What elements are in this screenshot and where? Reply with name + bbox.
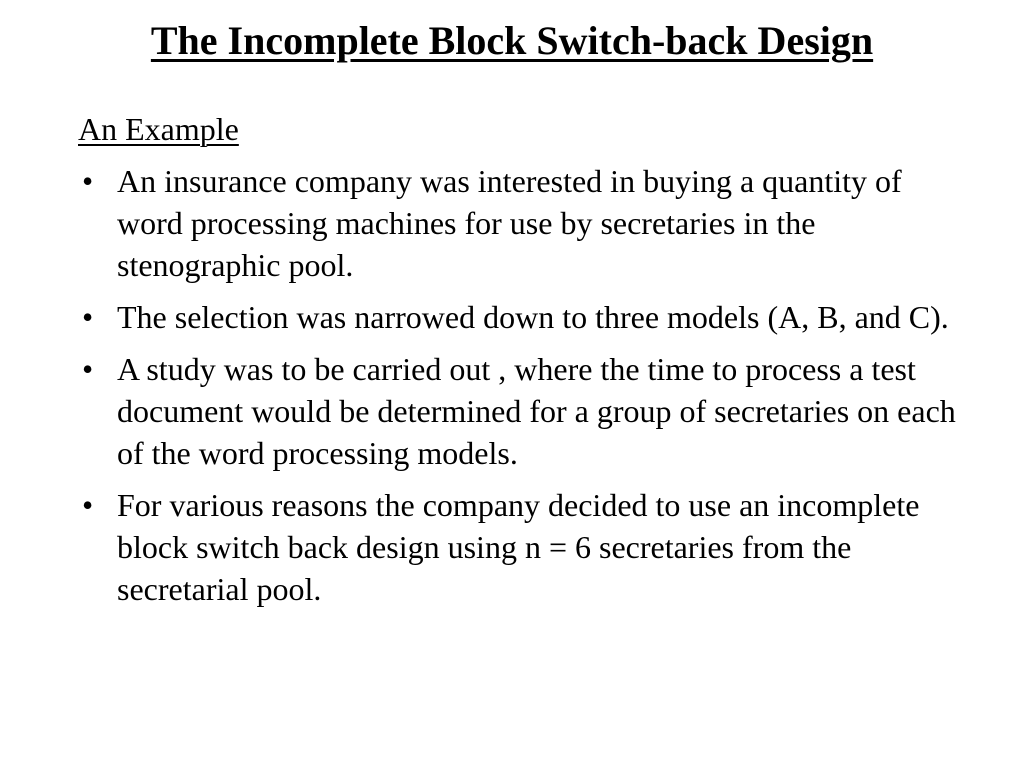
bullet-icon: • (82, 487, 94, 523)
bullet-item (78, 160, 958, 286)
bullet-icon: • (82, 351, 94, 387)
bullet-item (78, 484, 958, 610)
bullet-text: An insurance company was interested in buying a quantity of word processing machines for use by secretaries in the stenographic pool. (117, 163, 902, 283)
bullet-icon: • (82, 299, 94, 335)
bullet-text: For various reasons the company decided to use an incomplete block switch back design using n = 6 secretaries from the secretarial pool. (117, 487, 920, 607)
bullet-item (78, 296, 958, 338)
bullet-icon: • (82, 163, 94, 199)
bullet-text: A study was to be carried out , where the time to process a test document would be determined for a group of secretaries on each of the word processing models. (117, 351, 956, 471)
subheading: An Example (78, 111, 239, 147)
slide-content (78, 108, 958, 620)
bullet-text: The selection was narrowed down to three models (A, B, and C). (117, 299, 949, 335)
bullet-item (78, 348, 958, 474)
slide-title: The Incomplete Block Switch-back Design (150, 18, 874, 63)
bullet-list (78, 160, 958, 610)
